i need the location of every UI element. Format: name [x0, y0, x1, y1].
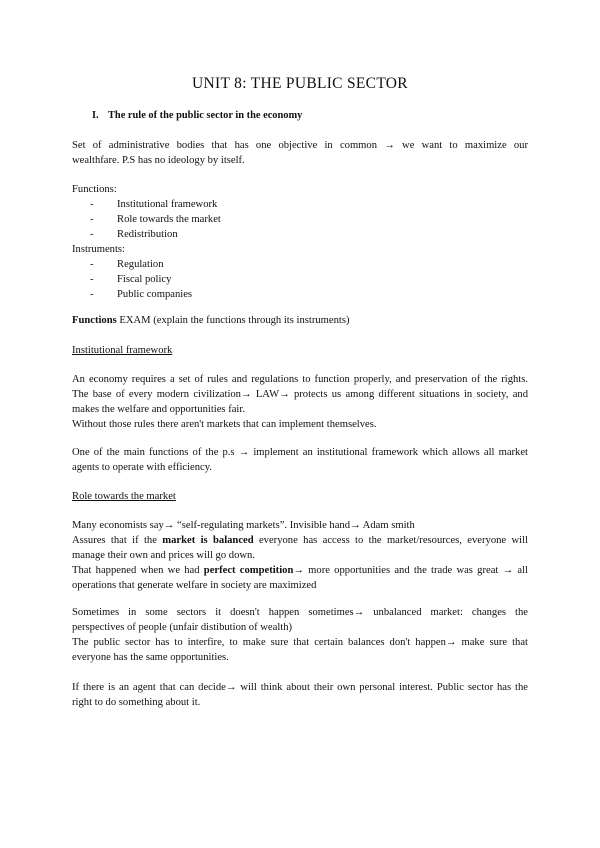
- dash-bullet: -: [90, 274, 94, 285]
- instruments-label: Instruments:: [72, 244, 125, 255]
- market-heading: Role towards the market: [72, 491, 176, 502]
- list-item-text: Institutional framework: [117, 199, 218, 210]
- text-run: everyone has access to the market/resources, everyone will: [253, 535, 528, 546]
- text-run: That happened when we had: [72, 565, 204, 576]
- paragraph-line: agents to operate with efficiency.: [72, 462, 213, 473]
- market-paragraph-2: [72, 605, 528, 665]
- market-paragraph-3: [72, 680, 528, 710]
- page-title: UNIT 8: THE PUBLIC SECTOR: [192, 75, 408, 92]
- functions-block: [72, 182, 528, 302]
- paragraph-line: One of the main functions of the p.s → implement an institutional framework which allows all market: [72, 447, 528, 458]
- dash-bullet: -: [90, 259, 94, 270]
- paragraph-line: [72, 533, 528, 548]
- paragraph-line: operations that generate welfare in society are maximized: [72, 580, 317, 591]
- exam-note: [72, 313, 528, 328]
- section-heading-text: The rule of the public sector in the economy: [108, 110, 303, 121]
- text-run: → more opportunities and the trade was great → all: [293, 565, 529, 576]
- section-number: I.: [92, 110, 99, 121]
- paragraph-line: The base of every modern civilization→ LAW→ protects us among different situations in society, and: [72, 389, 528, 400]
- intro-line: Set of administrative bodies that has one objective in common → we want to maximize our: [72, 140, 528, 151]
- bold-term: market is balanced: [162, 535, 254, 546]
- paragraph-line: Many economists say→ “self-regulating markets”. Invisible hand→ Adam smith: [72, 520, 415, 531]
- dash-bullet: -: [90, 214, 94, 225]
- paragraph-line: The public sector has to interfire, to make sure that certain balances don't happen→ make sure that: [72, 637, 528, 648]
- functions-list: [72, 197, 528, 242]
- dash-bullet: -: [90, 289, 94, 300]
- dash-bullet: -: [90, 199, 94, 210]
- paragraph-line: right to do something about it.: [72, 697, 201, 708]
- instruments-list: [72, 257, 528, 302]
- paragraph-line: Sometimes in some sectors it doesn't happen sometimes→ unbalanced market: changes the: [72, 607, 528, 618]
- institutional-paragraph-1: [72, 372, 528, 432]
- paragraph-line: manage their own and prices will go down.: [72, 550, 255, 561]
- bold-term: perfect competition: [203, 565, 294, 576]
- list-item: [72, 272, 528, 287]
- list-item: [72, 197, 528, 212]
- list-item: [72, 257, 528, 272]
- paragraph-line: An economy requires a set of rules and regulations to function properly, and preservation of the rights.: [72, 374, 528, 385]
- list-item-text: Regulation: [117, 259, 164, 270]
- section-heading: [72, 108, 528, 123]
- paragraph-line: makes the welfare and opportunities fair.: [72, 404, 245, 415]
- functions-label: Functions:: [72, 184, 117, 195]
- text-run: Assures that if the: [72, 535, 163, 546]
- paragraph-line: [72, 563, 528, 578]
- list-item: [72, 287, 528, 302]
- market-paragraph-1: [72, 518, 528, 593]
- paragraph-line: everyone has the same opportunities.: [72, 652, 229, 663]
- list-item-text: Role towards the market: [117, 214, 221, 225]
- intro-paragraph: [72, 138, 528, 168]
- exam-note-bold: Functions: [72, 315, 117, 326]
- institutional-paragraph-2: [72, 445, 528, 475]
- intro-line: wealthfare. P.S has no ideology by itself.: [72, 155, 245, 166]
- paragraph-line: If there is an agent that can decide→ will think about their own personal interest. Public sector has the: [72, 682, 528, 693]
- institutional-heading: Institutional framework: [72, 345, 173, 356]
- dash-bullet: -: [90, 229, 94, 240]
- exam-note-text: EXAM (explain the functions through its instruments): [116, 315, 350, 326]
- paragraph-line: perspectives of people (unfair distibution of wealth): [72, 622, 293, 633]
- list-item: [72, 212, 528, 227]
- list-item: [72, 227, 528, 242]
- list-item-text: Public companies: [117, 289, 193, 300]
- paragraph-line: Without those rules there aren't markets that can implement themselves.: [72, 419, 377, 430]
- list-item-text: Fiscal policy: [117, 274, 172, 285]
- list-item-text: Redistribution: [117, 229, 178, 240]
